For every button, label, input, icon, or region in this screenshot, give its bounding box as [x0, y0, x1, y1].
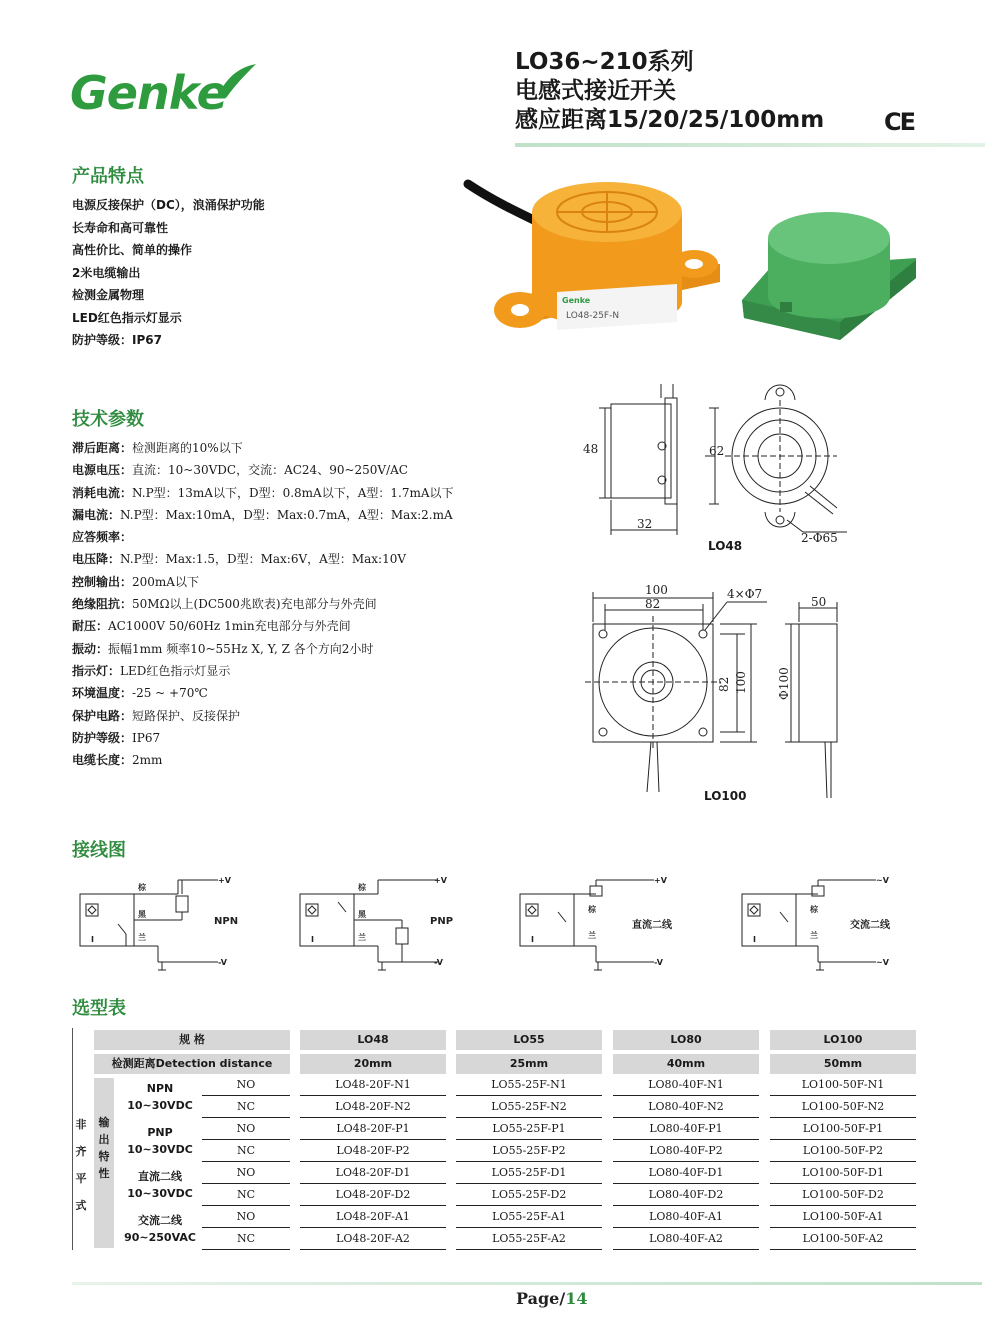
- lo48-dim-height: 48: [583, 442, 599, 456]
- spec-item: 滞后距离：检测距离的10%以下: [72, 441, 243, 455]
- title-line-type: 电感式接近开关: [515, 78, 676, 104]
- spec-item: 耐压：AC1000V 50/60Hz 1min充电部分与外壳间: [72, 619, 351, 634]
- model-code-cell: LO48-20F-P1: [300, 1118, 446, 1140]
- features-heading: 产品特点: [72, 166, 144, 187]
- output-type-label: 输 出 特 性: [98, 1116, 110, 1180]
- model-code-cell: LO55-25F-A2: [456, 1228, 602, 1250]
- lo48-drawing: [575, 380, 855, 545]
- title-divider: [515, 143, 985, 147]
- output-type-cell: NC: [202, 1228, 290, 1250]
- spec-item: 绝缘阻抗：50MΩ以上(DC500兆欧表)充电部分与外壳间: [72, 597, 377, 612]
- output-type-cell: NO: [202, 1162, 290, 1184]
- model-header: LO80: [613, 1030, 759, 1050]
- model-code-cell: LO48-20F-D2: [300, 1184, 446, 1206]
- logo-leaf-icon: [70, 62, 260, 122]
- spec-item: 消耗电流：N.P型：13mA以下，D型：0.8mA以下，A型：1.7mA以下: [72, 485, 454, 500]
- spec-item: 电源电压：直流：10~30VDC，交流：AC24、90~250V/AC: [72, 463, 408, 478]
- model-header: LO48: [300, 1030, 446, 1050]
- svg-text:-V: -V: [218, 958, 227, 967]
- model-code-cell: LO55-25F-D1: [456, 1162, 602, 1184]
- wire-black-label: 黑: [358, 910, 366, 919]
- model-code-cell: LO80-40F-P2: [613, 1140, 759, 1162]
- output-type-cell: NC: [202, 1184, 290, 1206]
- wiring-pnp: [298, 872, 503, 972]
- distance-value: 50mm: [770, 1054, 916, 1074]
- selection-heading: 选型表: [72, 998, 126, 1019]
- specs-heading: 技术参数: [72, 409, 144, 430]
- ce-mark: CE: [884, 108, 915, 136]
- spec-item: 保护电路：短路保护、反接保护: [72, 708, 241, 723]
- model-code-cell: LO80-40F-N1: [613, 1074, 759, 1096]
- feature-item: 防护等级：IP67: [72, 333, 162, 347]
- spec-item: 振动：振幅1mm 频率10~55Hz X, Y, Z 各个方向2小时: [72, 641, 374, 656]
- lo100-label: LO100: [704, 789, 747, 803]
- table-left-rule: [72, 1028, 73, 1250]
- distance-value: 25mm: [456, 1054, 602, 1074]
- svg-text:+V: +V: [434, 876, 447, 885]
- feature-item: 检测金属物理: [72, 288, 145, 302]
- feature-item: 2米电缆输出: [72, 265, 141, 280]
- output-type-cell: NC: [202, 1140, 290, 1162]
- model-code-cell: LO48-20F-A2: [300, 1228, 446, 1250]
- model-code-cell: LO80-40F-P1: [613, 1118, 759, 1140]
- svg-text:+V: +V: [218, 876, 231, 885]
- lo48-dim-holes: 2-Φ65: [801, 531, 838, 545]
- spec-item: 电压降：N.P型：Max:1.5，D型：Max:6V，A型：Max:10V: [72, 552, 407, 567]
- group-label: 交流二线 90~250VAC: [124, 1214, 196, 1244]
- svg-text:I: I: [753, 935, 756, 944]
- lo100-dim-inner: 82: [645, 597, 661, 611]
- model-code-cell: LO100-50F-N2: [770, 1096, 916, 1118]
- model-code-cell: LO55-25F-D2: [456, 1184, 602, 1206]
- wiring-dc-two-wire-name: 直流二线: [632, 920, 672, 931]
- svg-text:-V: -V: [434, 958, 443, 967]
- selection-table: [72, 1028, 920, 1250]
- lo100-dim-holes: 4×Φ7: [727, 587, 763, 601]
- spec-item: 防护等级：IP67: [72, 730, 161, 745]
- model-code-cell: LO100-50F-P1: [770, 1118, 916, 1140]
- brand-logo: [70, 62, 260, 122]
- model-code-cell: LO100-50F-A2: [770, 1228, 916, 1250]
- wiring-pnp-name: PNP: [430, 916, 454, 927]
- wire-blue-label: 兰: [588, 931, 596, 940]
- wiring-ac-two-wire-name: 交流二线: [850, 920, 890, 931]
- model-code-cell: LO80-40F-A1: [613, 1206, 759, 1228]
- feature-item: 高性价比、简单的操作: [72, 243, 193, 257]
- mount-type-label: 非 齐 平 式: [75, 1118, 87, 1212]
- brand-logo-text: Genke: [70, 66, 227, 120]
- spec-item: 电缆长度：2mm: [72, 753, 163, 768]
- lo100-dim-outer: 100: [645, 583, 668, 597]
- model-code-cell: LO48-20F-N1: [300, 1074, 446, 1096]
- model-code-cell: LO55-25F-A1: [456, 1206, 602, 1228]
- wiring-heading: 接线图: [72, 840, 126, 861]
- product-title: [515, 48, 824, 135]
- model-code-cell: LO55-25F-P1: [456, 1118, 602, 1140]
- distance-header: 检测距离Detection distance: [94, 1054, 290, 1074]
- svg-text:~V: ~V: [876, 958, 889, 967]
- model-code-cell: LO48-20F-D1: [300, 1162, 446, 1184]
- model-code-cell: LO80-40F-A2: [613, 1228, 759, 1250]
- lo100-dim-side-100: 100: [734, 671, 748, 694]
- model-code-cell: LO55-25F-N2: [456, 1096, 602, 1118]
- model-code-cell: LO48-20F-N2: [300, 1096, 446, 1118]
- wire-blue-label: 兰: [810, 931, 818, 940]
- feature-item: LED红色指示灯显示: [72, 310, 182, 325]
- lo100-dim-side-82: 82: [717, 676, 731, 692]
- model-code-cell: LO80-40F-D2: [613, 1184, 759, 1206]
- spec-item: 控制输出：200mA以下: [72, 574, 199, 589]
- wire-black-label: 黑: [138, 910, 146, 919]
- svg-text:-V: -V: [654, 958, 663, 967]
- wire-brown-label: 棕: [810, 905, 818, 914]
- photo-brand-text: Genke: [562, 296, 591, 305]
- spec-item: 应答频率：: [72, 530, 133, 545]
- spec-item: 漏电流：N.P型：Max:10mA，D型：Max:0.7mA，A型：Max:2.mA: [72, 507, 453, 522]
- model-header: LO55: [456, 1030, 602, 1050]
- svg-text:I: I: [91, 935, 94, 944]
- spec-item: 指示灯：LED红色指示灯显示: [72, 663, 231, 678]
- lo48-dim-diameter: 62: [709, 444, 725, 458]
- spec-item: 环境温度：-25 ~ +70℃: [72, 686, 208, 701]
- green-sensor-photo: [740, 208, 920, 348]
- output-type-cell: NO: [202, 1118, 290, 1140]
- wire-blue-label: 兰: [358, 933, 366, 942]
- output-type-cell: NO: [202, 1074, 290, 1096]
- model-code-cell: LO80-40F-D1: [613, 1162, 759, 1184]
- svg-text:I: I: [531, 935, 534, 944]
- lo48-dim-depth: 32: [637, 517, 653, 531]
- model-code-cell: LO55-25F-N1: [456, 1074, 602, 1096]
- distance-value: 20mm: [300, 1054, 446, 1074]
- lo48-label: LO48: [708, 539, 743, 553]
- group-label: NPN 10~30VDC: [127, 1082, 193, 1112]
- output-type-cell: NO: [202, 1206, 290, 1228]
- group-label: PNP 10~30VDC: [127, 1126, 193, 1156]
- model-code-cell: LO48-20F-A1: [300, 1206, 446, 1228]
- lo100-dim-dia: Φ100: [777, 667, 791, 700]
- model-code-cell: LO100-50F-D1: [770, 1162, 916, 1184]
- model-code-cell: LO100-50F-N1: [770, 1074, 916, 1096]
- title-line-series: LO36~210系列: [515, 49, 694, 75]
- wire-brown-label: 棕: [138, 883, 146, 892]
- title-line-range: 感应距离15/20/25/100mm: [515, 107, 825, 133]
- wiring-dc-two-wire: [518, 872, 723, 972]
- wire-blue-label: 兰: [138, 933, 146, 942]
- output-type-cell: NC: [202, 1096, 290, 1118]
- feature-item: 电源反接保护（DC），浪涌保护功能: [72, 198, 265, 212]
- lo100-drawing: [575, 580, 865, 802]
- model-code-cell: LO100-50F-P2: [770, 1140, 916, 1162]
- distance-value: 40mm: [613, 1054, 759, 1074]
- model-code-cell: LO100-50F-A1: [770, 1206, 916, 1228]
- model-header: LO100: [770, 1030, 916, 1050]
- orange-sensor-photo: [462, 172, 722, 342]
- model-code-cell: LO100-50F-D2: [770, 1184, 916, 1206]
- svg-text:I: I: [311, 935, 314, 944]
- wiring-ac-two-wire: [740, 872, 945, 972]
- wire-brown-label: 棕: [358, 883, 366, 892]
- model-code-cell: LO80-40F-N2: [613, 1096, 759, 1118]
- group-label: 直流二线 10~30VDC: [127, 1170, 193, 1200]
- footer-divider: [72, 1282, 982, 1285]
- lo100-dim-thickness: 50: [811, 595, 827, 609]
- spec-header: 规 格: [94, 1030, 290, 1050]
- feature-list: [72, 194, 452, 352]
- spec-list: [72, 437, 542, 771]
- model-code-cell: LO55-25F-P2: [456, 1140, 602, 1162]
- svg-text:~V: ~V: [876, 876, 889, 885]
- wiring-npn: [78, 872, 283, 972]
- page-number: Page/14: [516, 1289, 588, 1308]
- svg-text:+V: +V: [654, 876, 667, 885]
- feature-item: 长寿命和高可靠性: [72, 220, 169, 235]
- model-code-cell: LO48-20F-P2: [300, 1140, 446, 1162]
- wire-brown-label: 棕: [588, 905, 596, 914]
- wiring-npn-name: NPN: [214, 916, 239, 927]
- photo-model-text: LO48-25F-N: [566, 311, 620, 321]
